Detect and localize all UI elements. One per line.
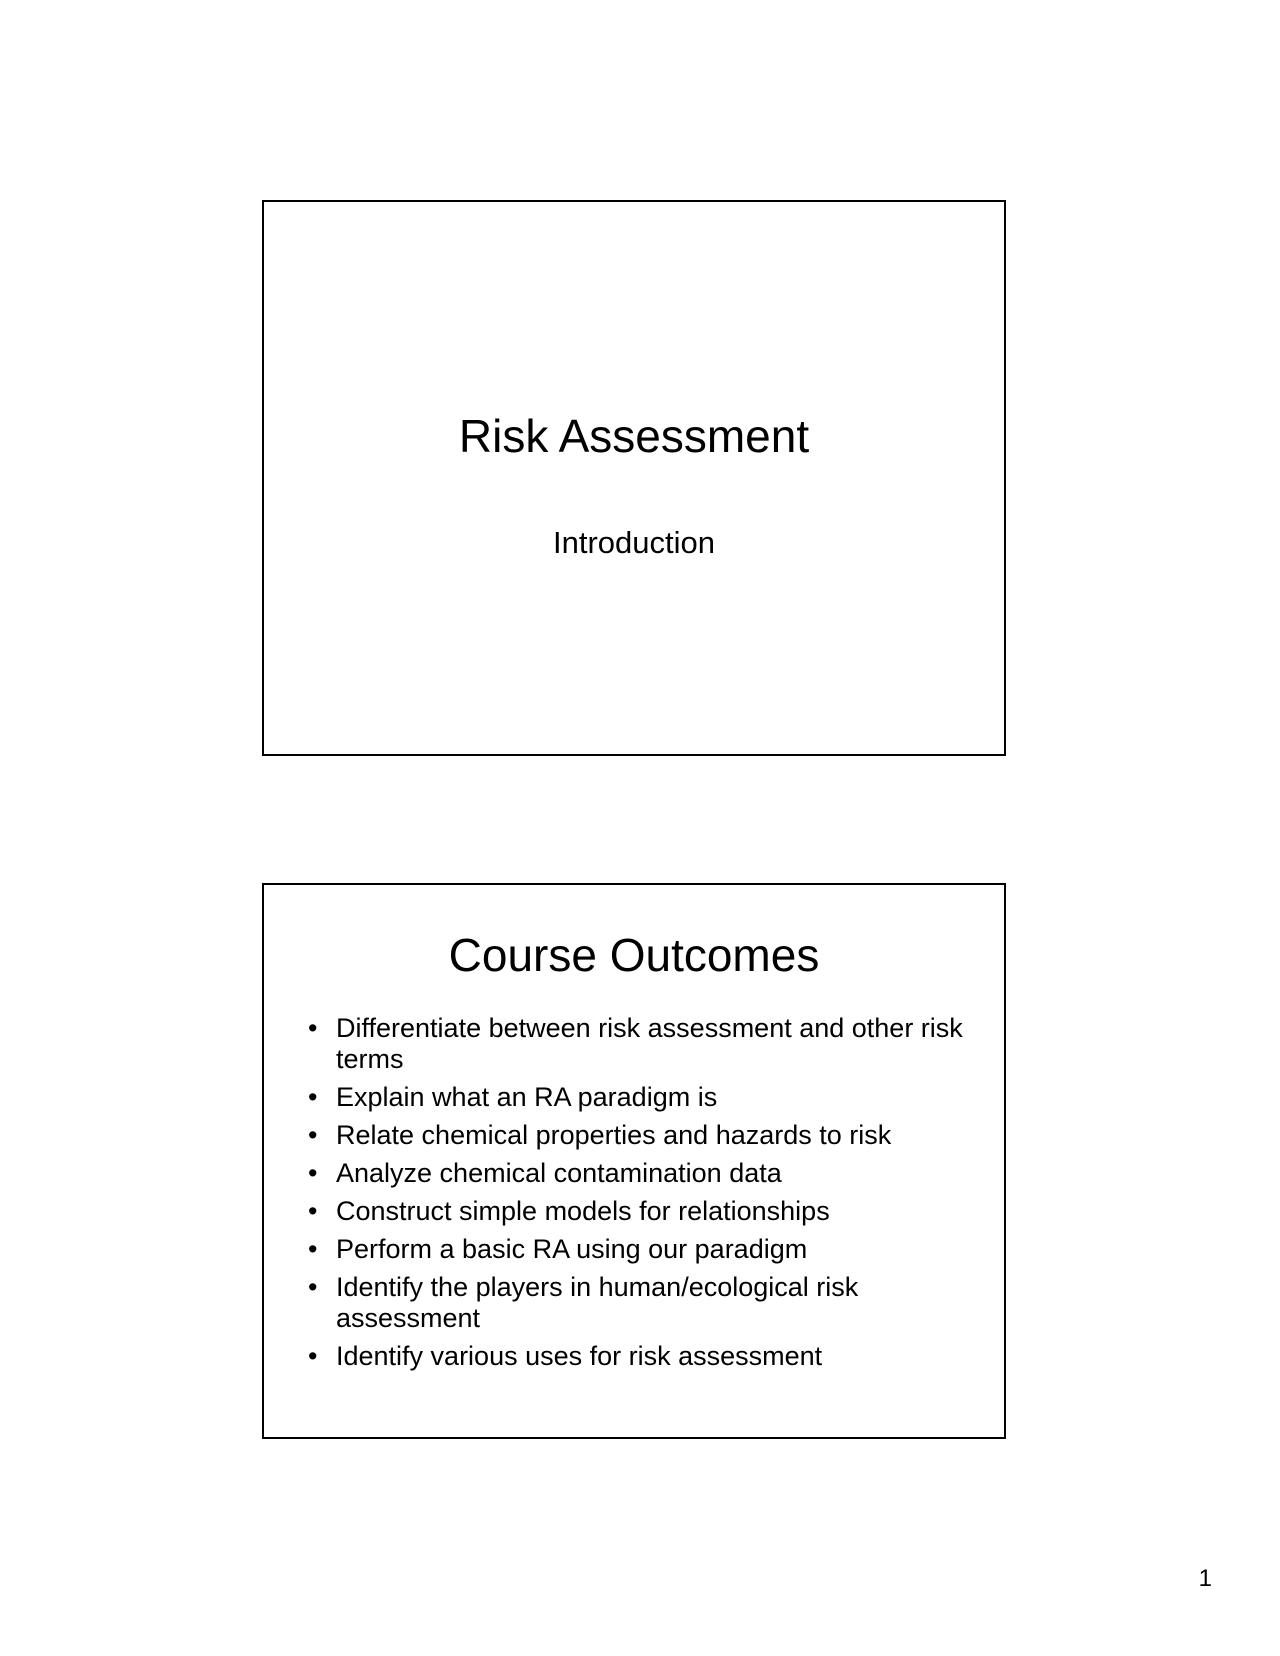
title-slide	[262, 200, 1006, 756]
list-item: • Perform a basic RA using our paradigm	[306, 1234, 976, 1265]
slide-subtitle: Introduction	[553, 525, 715, 560]
list-item: • Explain what an RA paradigm is	[306, 1082, 976, 1113]
list-item: • Construct simple models for relationships	[306, 1196, 976, 1227]
list-item: • Relate chemical properties and hazards to risk	[306, 1120, 976, 1151]
list-item: • Differentiate between risk assessment and other risk terms	[306, 1013, 976, 1075]
list-item: • Analyze chemical contamination data	[306, 1158, 976, 1189]
list-item: • Identify the players in human/ecological risk assessment	[306, 1272, 976, 1334]
course-outcomes-slide	[262, 883, 1006, 1439]
outcomes-list	[306, 1013, 976, 1379]
list-item: • Identify various uses for risk assessment	[306, 1341, 976, 1372]
page-number: 1	[1198, 1565, 1212, 1592]
slide-title: Course Outcomes	[448, 929, 820, 981]
slide-title: Risk Assessment	[458, 410, 810, 462]
